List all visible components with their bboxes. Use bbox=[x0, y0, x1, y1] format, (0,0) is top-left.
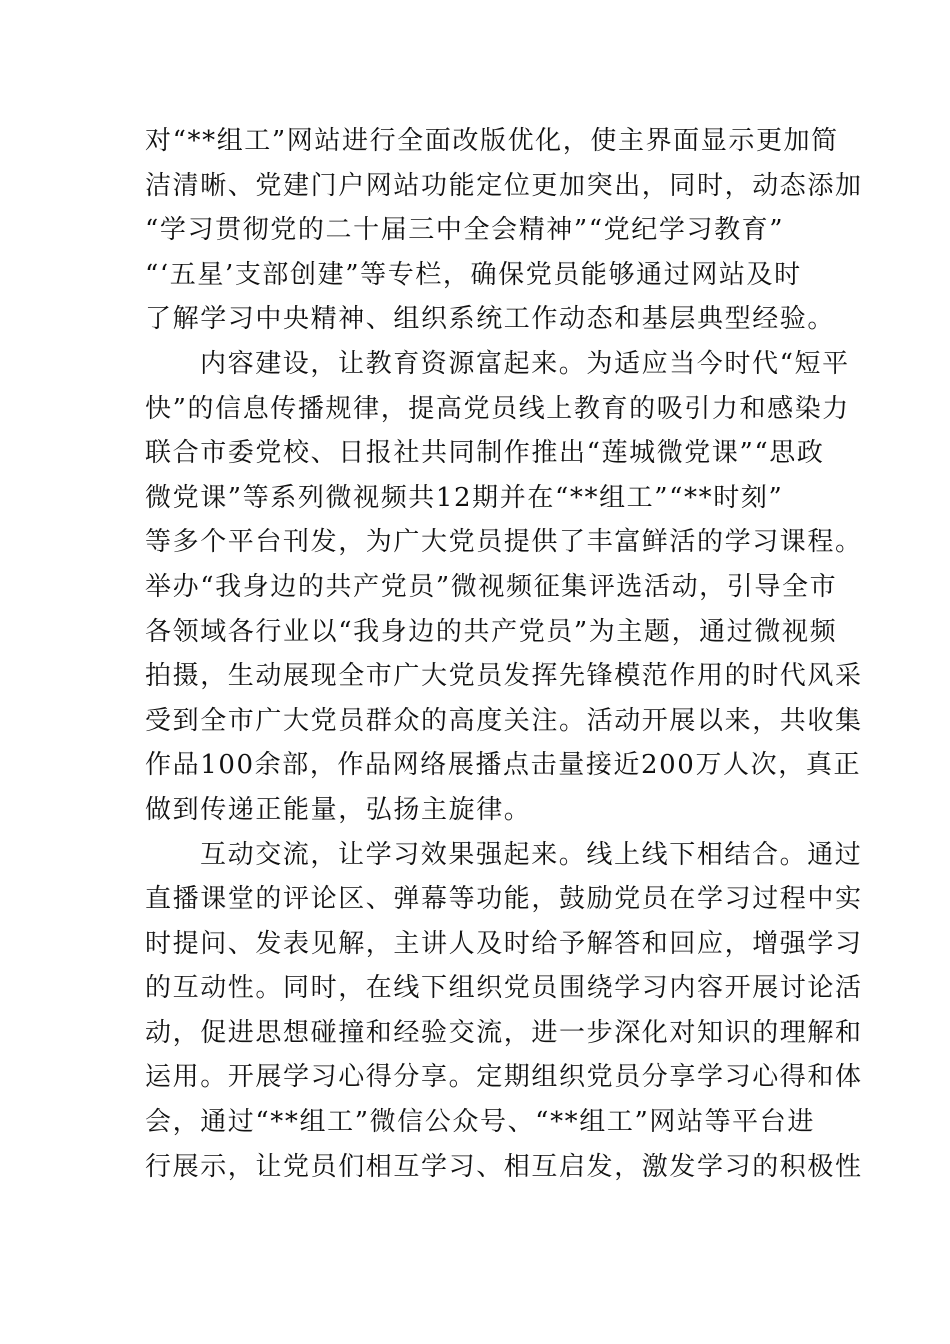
text-line: 微党课”等系列微视频共12期并在“**组工”“**时刻” bbox=[145, 482, 784, 513]
text-line: 的互动性。同时，在线下组织党员围绕学习内容开展讨论活 bbox=[145, 973, 863, 1004]
text-line: 拍摄，生动展现全市广大党员发挥先锋模范作用的时代风采 bbox=[145, 661, 863, 692]
text-line: 各领域各行业以“我身边的共产党员”为主题，通过微视频 bbox=[145, 616, 838, 647]
paragraph-interactive-exchange bbox=[145, 833, 863, 1190]
text-line: 运用。开展学习心得分享。定期组织党员分享学习心得和体 bbox=[145, 1062, 863, 1093]
text-line: 举办“我身边的共产党员”微视频征集评选活动，引导全市 bbox=[145, 571, 838, 602]
paragraph-website-redesign bbox=[145, 119, 863, 342]
text-line: 做到传递正能量，弘扬主旋律。 bbox=[145, 794, 532, 825]
text-line: 行展示，让党员们相互学习、相互启发，激发学习的积极性 bbox=[145, 1151, 863, 1182]
text-line: 互动交流，让学习效果强起来。线上线下相结合。通过 bbox=[200, 839, 863, 870]
text-line: 了解学习中央精神、组织系统工作动态和基层典型经验。 bbox=[145, 304, 836, 335]
text-line: “学习贯彻党的二十届三中全会精神”“党纪学习教育” bbox=[145, 215, 785, 246]
text-line: 对“**组工”网站进行全面改版优化，使主界面显示更加简 bbox=[145, 126, 839, 156]
text-line: 受到全市广大党员群众的高度关注。活动开展以来，共收集 bbox=[145, 705, 863, 736]
text-line: 动，促进思想碰撞和经验交流，进一步深化对知识的理解和 bbox=[145, 1017, 863, 1048]
text-line: 时提问、发表见解，主讲人及时给予解答和回应，增强学习 bbox=[145, 928, 863, 959]
body-text bbox=[145, 119, 863, 1189]
text-line: 直播课堂的评论区、弹幕等功能，鼓励党员在学习过程中实 bbox=[145, 884, 863, 915]
text-line: 会，通过“**组工”微信公众号、“**组工”网站等平台进 bbox=[145, 1107, 815, 1138]
text-line: 联合市委党校、日报社共同制作推出“莲城微党课”“思政 bbox=[145, 438, 825, 469]
text-line: 快”的信息传播规律，提高党员线上教育的吸引力和感染力 bbox=[145, 393, 850, 424]
text-line: “‘五星’支部创建”等专栏，确保党员能够通过网站及时 bbox=[145, 259, 802, 290]
text-line: 等多个平台刊发，为广大党员提供了丰富鲜活的学习课程。 bbox=[145, 527, 863, 558]
text-line: 洁清晰、党建门户网站功能定位更加突出，同时，动态添加 bbox=[145, 170, 863, 201]
text-line: 内容建设，让教育资源富起来。为适应当今时代“短平 bbox=[200, 348, 850, 379]
paragraph-content-building bbox=[145, 342, 863, 833]
text-line: 作品100余部，作品网络展播点击量接近200万人次，真正 bbox=[145, 750, 862, 781]
